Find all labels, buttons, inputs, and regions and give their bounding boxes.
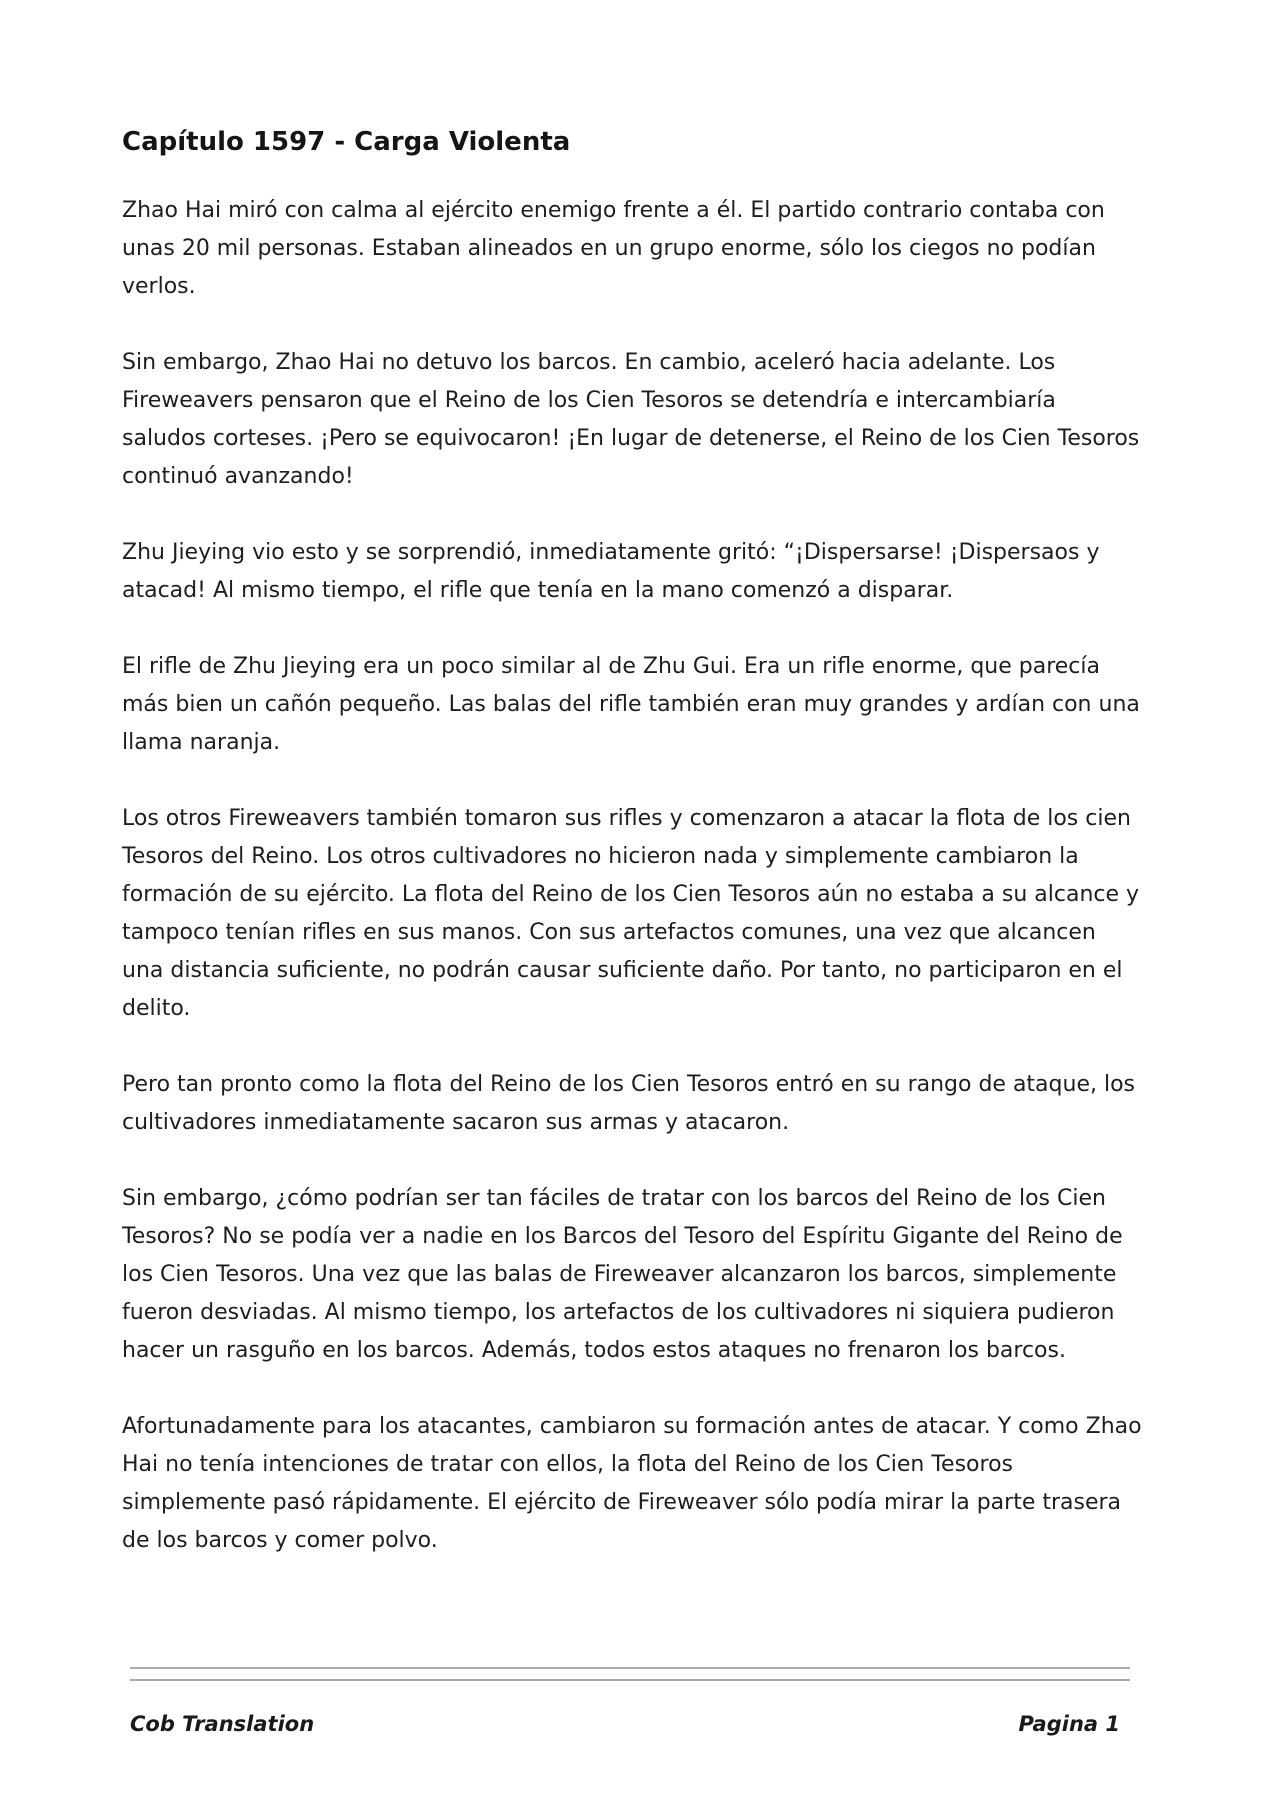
paragraph: Afortunadamente para los atacantes, cambiaron su formación antes de atacar. Y como Zhao Hai no tenía intenciones de tratar con ellos, la flota del Reino de los Cien Tesoros simplemente pasó rápidamente. El ejército de Fireweaver sólo podía mirar la parte trasera de los barcos y comer polvo. (122, 1414, 1142, 1553)
footer-page-number: Pagina 1 (1018, 1712, 1120, 1736)
footer-source-label: Cob Translation (130, 1712, 315, 1736)
paragraph: Los otros Fireweavers también tomaron sus rifles y comenzaron a atacar la flota de los cien Tesoros del Reino. Los otros cultivadores no hicieron nada y simplemente cambiaron la formación de su ejército. La flota del Reino de los Cien Tesoros aún no estaba a su alcance y tampoco tenían rifles en sus manos. Con sus artefactos comunes, una vez que alcancen una distancia suficiente, no podrán causar suficiente daño. Por tanto, no participaron en el delito. (122, 806, 1140, 1021)
paragraph: Zhu Jieying vio esto y se sorprendió, inmediatamente gritó: “¡Dispersarse! ¡Dispersaos y atacad! Al mismo tiempo, el rifle que tenía en la mano comenzó a disparar. (122, 540, 1100, 603)
paragraph: Pero tan pronto como la flota del Reino de los Cien Tesoros entró en su rango de ataque, los cultivadores inmediatamente sacaron sus armas y atacaron. (122, 1072, 1135, 1135)
paragraph: Sin embargo, ¿cómo podrían ser tan fáciles de tratar con los barcos del Reino de los Cien Tesoros? No se podía ver a nadie en los Barcos del Tesoro del Espíritu Gigante del Reino de los Cien Tesoros. Una vez que las balas de Fireweaver alcanzaron los barcos, simplemente fueron desviadas. Al mismo tiempo, los artefactos de los cultivadores ni siquiera pudieron hacer un rasguño en los barcos. Además, todos estos ataques no frenaron los barcos. (122, 1186, 1123, 1363)
paragraph: Zhao Hai miró con calma al ejército enemigo frente a él. El partido contrario contaba con unas 20 mil personas. Estaban alineados en un grupo enorme, sólo los ciegos no podían verlos. (122, 198, 1105, 299)
chapter-title: Capítulo 1597 - Carga Violenta (122, 127, 571, 157)
paragraph: El rifle de Zhu Jieying era un poco similar al de Zhu Gui. Era un rifle enorme, que parecía más bien un cañón pequeño. Las balas del rifle también eran muy grandes y ardían con una llama naranja. (122, 654, 1140, 755)
paragraph: Sin embargo, Zhao Hai no detuvo los barcos. En cambio, aceleró hacia adelante. Los Fireweavers pensaron que el Reino de los Cien Tesoros se detendría e intercambiaría saludos corteses. ¡Pero se equivocaron! ¡En lugar de detenerse, el Reino de los Cien Tesoros continuó avanzando! (122, 350, 1140, 489)
footer-divider-top (130, 1667, 1130, 1669)
document-body (122, 122, 1142, 1598)
footer-divider-bottom (130, 1679, 1130, 1681)
